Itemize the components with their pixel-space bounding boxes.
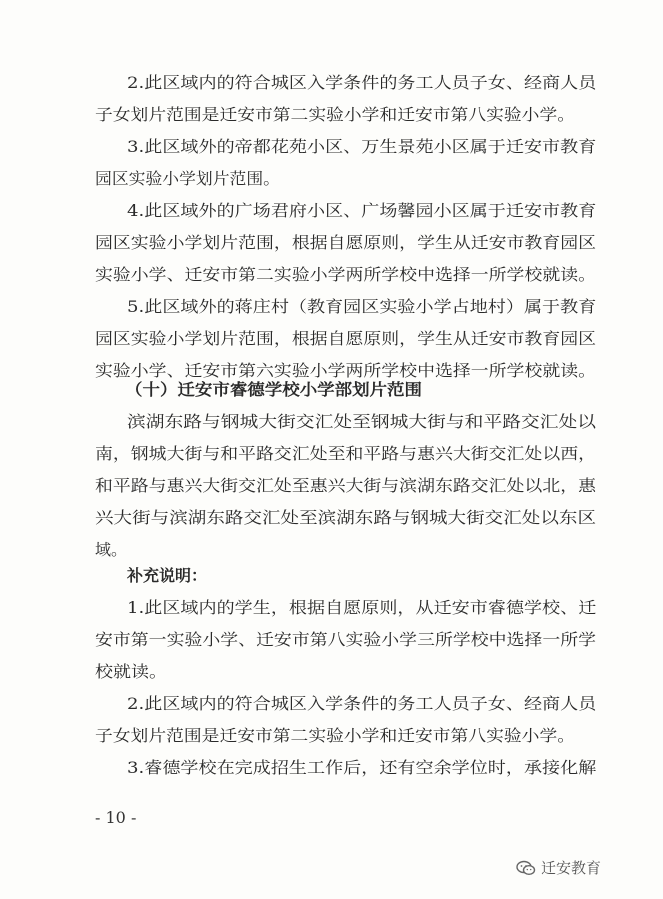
text-line: 园区实验小学划片范围，根据自愿原则，学生从迁安市教育园区 bbox=[95, 233, 597, 252]
text-line: 2.此区域内的符合城区入学条件的务工人员子女、经商人员 bbox=[127, 73, 597, 92]
text-line: 子女划片范围是迁安市第二实验小学和迁安市第八实验小学。 bbox=[95, 105, 576, 124]
text-line: 和平路与惠兴大街交汇处至惠兴大街与滨湖东路交汇处以北，惠 bbox=[95, 476, 597, 495]
text-line: 1.此区域内的学生，根据自愿原则，从迁安市睿德学校、迁 bbox=[127, 598, 597, 617]
text-line: 园区实验小学划片范围，根据自愿原则，学生从迁安市教育园区 bbox=[95, 329, 597, 348]
watermark-text: 迁安教育 bbox=[541, 859, 602, 877]
text-line: 域。 bbox=[95, 540, 128, 559]
text-line: 园区实验小学划片范围。 bbox=[95, 169, 281, 188]
text-line: 2.此区域内的符合城区入学条件的务工人员子女、经商人员 bbox=[127, 694, 597, 713]
text-line: 3.此区域外的帝都花苑小区、万生景苑小区属于迁安市教育 bbox=[127, 137, 597, 156]
text-line: 滨湖东路与钢城大街交汇处至钢城大街与和平路交汇处以 bbox=[127, 412, 597, 431]
text-line: 3.睿德学校在完成招生工作后，还有空余学位时，承接化解 bbox=[127, 758, 597, 777]
text-line: 实验小学、迁安市第六实验小学两所学校中选择一所学校就读。 bbox=[95, 361, 597, 380]
text-line: 校就读。 bbox=[95, 662, 168, 681]
text-line: 兴大街与滨湖东路交汇处至滨湖东路与钢城大街交汇处以东区 bbox=[95, 508, 597, 527]
text-line: 南，钢城大街与和平路交汇处至和平路与惠兴大街交汇处以西， bbox=[95, 444, 597, 463]
text-line: 5.此区域外的蒋庄村（教育园区实验小学占地村）属于教育 bbox=[127, 297, 597, 316]
text-line: 实验小学、迁安市第二实验小学两所学校中选择一所学校就读。 bbox=[95, 265, 597, 284]
section-heading: （十）迁安市睿德学校小学部划片范围 bbox=[125, 380, 423, 399]
page-number: - 10 - bbox=[95, 808, 137, 827]
text-line: 安市第一实验小学、迁安市第八实验小学三所学校中选择一所学 bbox=[95, 630, 597, 649]
text-line: 子女划片范围是迁安市第二实验小学和迁安市第八实验小学。 bbox=[95, 726, 576, 745]
text-line: 4.此区域外的广场君府小区、广场馨园小区属于迁安市教育 bbox=[127, 201, 597, 220]
subheading: 补充说明： bbox=[127, 566, 208, 585]
watermark bbox=[516, 857, 601, 878]
wechat-icon bbox=[516, 860, 536, 876]
